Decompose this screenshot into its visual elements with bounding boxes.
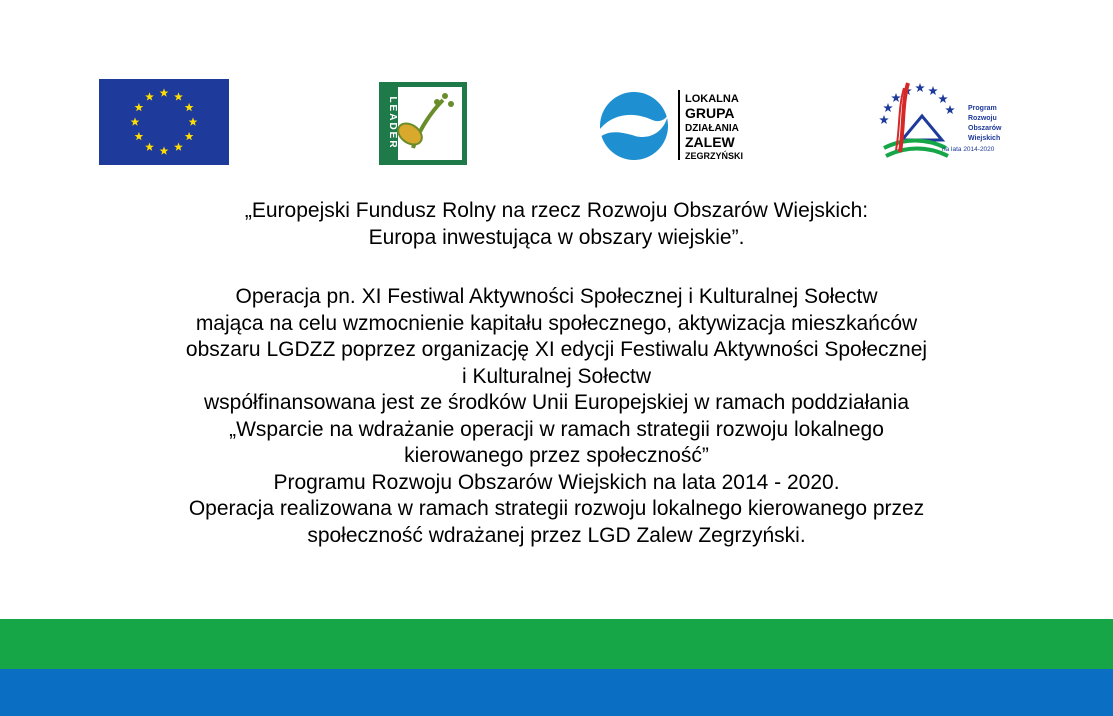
prow-2014-2020-logo: [874, 78, 1004, 162]
lgd-line-1: LOKALNA: [685, 93, 739, 105]
leader-bud-icon: [442, 93, 448, 99]
prow-star-icon: [928, 86, 938, 95]
prow-house-icon: [902, 116, 942, 140]
prow-line-3: Obszarów: [968, 125, 1002, 132]
operation-line: społeczność wdrażanej przez LGD Zalew Zegrzyński.: [307, 523, 806, 547]
lgd-line-2: GRUPA: [685, 105, 735, 121]
operation-line: kierowanego przez społeczność”: [404, 444, 709, 467]
leader-logo: [379, 82, 467, 165]
prow-star-icon: [945, 105, 955, 114]
operation-description: [40, 284, 1073, 549]
leader-bud-icon: [434, 99, 440, 105]
prow-years: na lata 2014-2020: [942, 146, 995, 153]
logo-row: [0, 0, 1113, 180]
operation-line: obszaru LGDZZ poprzez organizację XI edycji Festiwalu Aktywności Społecznej: [185, 338, 928, 361]
prow-star-arc: [879, 83, 955, 124]
prow-line-1: Program: [968, 105, 997, 112]
operation-line: Operacja pn. XI Festiwal Aktywności Społecznej i Kulturalnej Sołectw: [235, 285, 878, 308]
operation-line: mająca na celu wzmocnienie kapitału społecznego, aktywizacja mieszkańców: [195, 311, 918, 335]
leader-bud-icon: [448, 101, 454, 107]
eu-flag-logo: [99, 79, 229, 165]
motto-text: [40, 198, 1073, 251]
operation-line: i Kulturalnej Sołectw: [461, 364, 652, 388]
motto-line: „Europejski Fundusz Rolny na rzecz Rozwoju Obszarów Wiejskich:: [244, 199, 869, 222]
prow-star-icon: [915, 83, 925, 92]
prow-line-4: Wiejskich: [968, 135, 1001, 142]
lgd-line-5: ZEGRZYŃSKI: [685, 151, 744, 161]
lgd-line-3: DZIAŁANIA: [685, 123, 739, 134]
operation-line: współfinansowana jest ze środków Unii Europejskiej w ramach poddziałania: [203, 391, 910, 414]
lgd-zalew-zegrzynski-logo: [598, 85, 758, 163]
prow-star-icon: [879, 115, 889, 124]
footer-blue-band: [0, 669, 1113, 716]
operation-line: „Wsparcie na wdrażanie operacji w ramach strategii rozwoju lokalnego: [229, 417, 884, 441]
prow-star-icon: [891, 93, 901, 102]
prow-star-icon: [938, 94, 948, 103]
operation-line: Programu Rozwoju Obszarów Wiejskich na lata 2014 - 2020.: [273, 470, 840, 494]
prow-line-2: Rozwoju: [968, 115, 997, 122]
prow-star-icon: [883, 103, 893, 112]
operation-line: Operacja realizowana w ramach strategii rozwoju lokalnego kierowanego przez: [188, 497, 925, 520]
lgd-divider: [678, 90, 680, 160]
leader-wordmark: LEADER: [387, 96, 398, 150]
lgd-line-4: ZALEW: [685, 134, 735, 150]
footer-green-band: [0, 619, 1113, 669]
motto-line: Europa inwestująca w obszary wiejskie”.: [368, 225, 745, 249]
